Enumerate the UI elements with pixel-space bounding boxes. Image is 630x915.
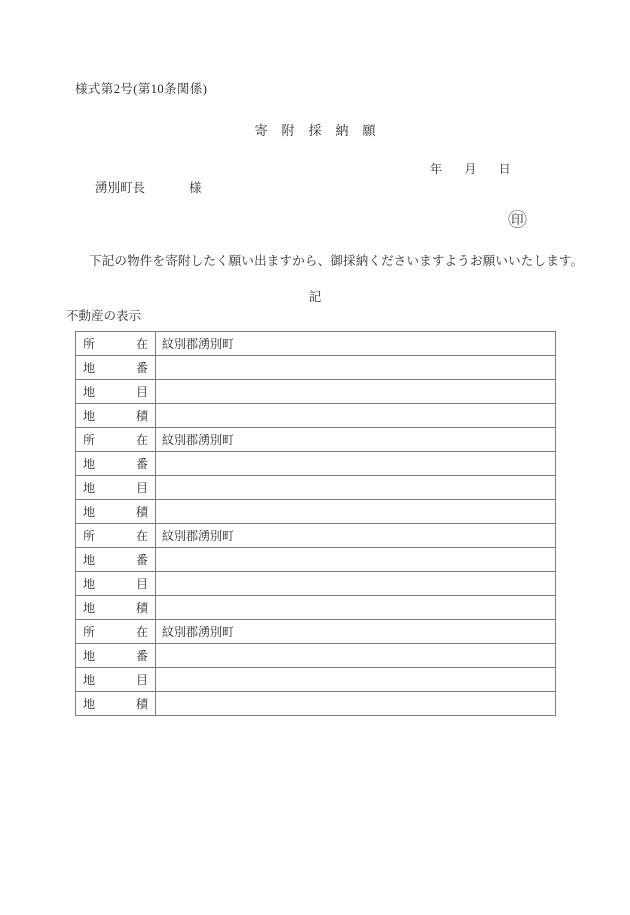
table-row: [76, 644, 556, 668]
addressee-line: [95, 178, 202, 196]
table-row: [76, 668, 556, 692]
row-label: 地番: [76, 644, 156, 668]
row-value[interactable]: [156, 548, 556, 572]
addressee-name: 湧別町長: [95, 181, 146, 195]
row-value[interactable]: 紋別郡湧別町: [156, 620, 556, 644]
table-row: [76, 548, 556, 572]
row-value[interactable]: [156, 404, 556, 428]
table-row: [76, 476, 556, 500]
row-value[interactable]: [156, 452, 556, 476]
row-label: 地積: [76, 500, 156, 524]
table-row: [76, 332, 556, 356]
row-value[interactable]: 紋別郡湧別町: [156, 428, 556, 452]
row-label: 所在: [76, 620, 156, 644]
seal-stamp-icon: ㊞: [508, 210, 528, 231]
row-value[interactable]: [156, 572, 556, 596]
row-label: 地番: [76, 356, 156, 380]
row-value[interactable]: [156, 356, 556, 380]
row-value[interactable]: [156, 644, 556, 668]
row-value[interactable]: [156, 668, 556, 692]
row-value[interactable]: 紋別郡湧別町: [156, 524, 556, 548]
table-row: [76, 620, 556, 644]
row-label: 地番: [76, 548, 156, 572]
table-row: [76, 452, 556, 476]
section-label-real-estate: 不動産の表示: [66, 309, 142, 323]
row-label: 所在: [76, 332, 156, 356]
date-line: [430, 160, 511, 177]
document-title: 寄附採納願: [254, 123, 390, 138]
table-row: [76, 500, 556, 524]
row-label: 地目: [76, 572, 156, 596]
date-year: 年: [430, 162, 443, 176]
row-label: 所在: [76, 524, 156, 548]
table-row: [76, 692, 556, 716]
body-paragraph: 下記の物件を寄附したく願い出ますから、御採納くださいますようお願いいたします。: [89, 254, 584, 268]
ki-marker: 記: [308, 290, 322, 304]
table-row: [76, 572, 556, 596]
date-month: 月: [464, 162, 477, 176]
row-value[interactable]: 紋別郡湧別町: [156, 332, 556, 356]
real-estate-table: [75, 331, 556, 716]
row-value[interactable]: [156, 476, 556, 500]
table-row: [76, 524, 556, 548]
row-value[interactable]: [156, 500, 556, 524]
row-label: 地積: [76, 404, 156, 428]
table-row: [76, 428, 556, 452]
row-value[interactable]: [156, 380, 556, 404]
form-number: 様式第2号(第10条関係): [75, 82, 208, 96]
row-label: 地目: [76, 476, 156, 500]
addressee-honorific: 様: [189, 181, 202, 195]
row-label: 地積: [76, 596, 156, 620]
row-label: 地目: [76, 668, 156, 692]
table-row: [76, 380, 556, 404]
row-label: 地番: [76, 452, 156, 476]
row-label: 所在: [76, 428, 156, 452]
table-row: [76, 596, 556, 620]
table-body: [76, 332, 556, 716]
row-label: 地積: [76, 692, 156, 716]
row-label: 地目: [76, 380, 156, 404]
row-value[interactable]: [156, 596, 556, 620]
table-row: [76, 356, 556, 380]
date-day: 日: [498, 162, 511, 176]
table-row: [76, 404, 556, 428]
row-value[interactable]: [156, 692, 556, 716]
